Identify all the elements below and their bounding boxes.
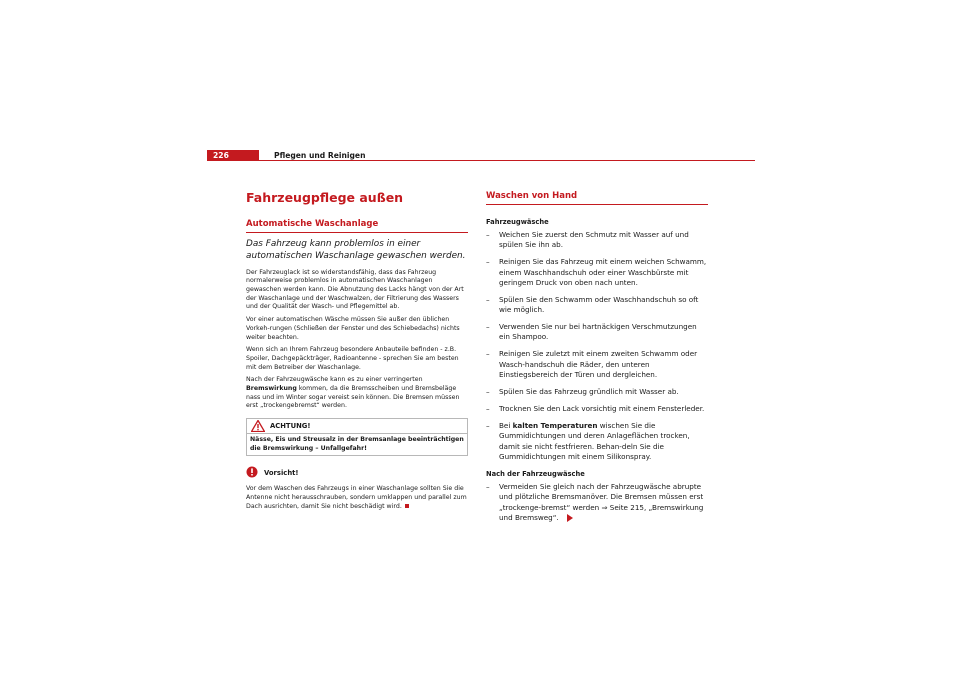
list-item bbox=[486, 482, 708, 523]
step-text-start: Bei bbox=[499, 420, 513, 430]
dash: – bbox=[486, 420, 490, 430]
dash: – bbox=[486, 230, 490, 239]
section-rule bbox=[246, 232, 468, 233]
continue-arrow-icon bbox=[567, 514, 573, 522]
right-column bbox=[486, 190, 708, 530]
step-text: Weichen Sie zuerst den Schmutz mit Wasser auf und spülen Sie ihn ab. bbox=[499, 230, 689, 250]
end-of-section-icon bbox=[405, 504, 409, 508]
paragraph-4-end: kommen, da die Bremsscheiben und Bremsbeläge nass und im Winter sogar vereist sein können. Die Bremsen müssen erst „trockengebremst“ werden. bbox=[246, 385, 460, 410]
note-header bbox=[246, 463, 468, 482]
dash: – bbox=[486, 294, 490, 304]
section-heading-hand: Waschen von Hand bbox=[486, 191, 578, 201]
paragraph-4 bbox=[246, 376, 468, 411]
paragraph-2: Vor einer automatischen Wäsche müssen Sie außer den üblichen Vorkeh-rungen (Schließen der Fenster und des Schiebedachs) nichts weiter beachten. bbox=[246, 316, 460, 341]
dash: – bbox=[486, 387, 490, 396]
list-item bbox=[486, 421, 708, 462]
step-text: Verwenden Sie nur bei hartnäckigen Verschmutzungen ein Shampoo. bbox=[499, 322, 697, 342]
chapter-title: Pflegen und Reinigen bbox=[274, 151, 366, 160]
list-item bbox=[486, 322, 708, 343]
page-number: 226 bbox=[213, 151, 229, 160]
section-rule-right bbox=[486, 204, 708, 205]
step-text-end: wischen Sie die Gummidichtungen und deren Anlageflächen trocken, damit sie nicht festfrieren. Behan-deln Sie die Gummidichtungen mit einem Silikonspray. bbox=[499, 420, 690, 461]
dash: – bbox=[486, 403, 490, 413]
page-number-badge bbox=[207, 150, 259, 161]
main-heading: Fahrzeugpflege außen bbox=[246, 190, 404, 205]
dash: – bbox=[486, 322, 490, 332]
step-text: Reinigen Sie das Fahrzeug mit einem weichen Schwamm, einem Waschhandschuh oder einer Waschbürste mit geringem Druck von oben nach unten. bbox=[499, 257, 707, 287]
step-text: Trocknen Sie den Lack vorsichtig mit einem Fensterleder. bbox=[499, 403, 705, 413]
note-title: Vorsicht! bbox=[264, 468, 299, 477]
subheading-fahrzeugwaesche: Fahrzeugwäsche bbox=[486, 218, 549, 226]
paragraph-4-start: Nach der Fahrzeugwäsche kann es zu einer verringerten bbox=[246, 376, 423, 384]
note-text bbox=[246, 485, 468, 511]
list-item bbox=[486, 257, 708, 288]
warning-header bbox=[247, 419, 467, 434]
intro-text: Das Fahrzeug kann problemlos in einer automatischen Waschanlage gewaschen werden. bbox=[246, 239, 466, 261]
steps-list bbox=[486, 230, 708, 462]
section-heading-waschanlage: Automatische Waschanlage bbox=[246, 219, 379, 229]
note-text-content: Vor dem Waschen des Fahrzeugs in einer Waschanlage sollten Sie die Antenne nicht herausschrauben, sondern umklappen und parallel zum Dach ausrichten, damit Sie nicht beschädigt wird. bbox=[246, 485, 467, 510]
caution-icon bbox=[246, 463, 258, 482]
step-text: Reinigen Sie zuletzt mit einem zweiten Schwamm oder Wasch-handschuh die Räder, den unteren Einstiegsbereich der Türen und dergleichen. bbox=[499, 349, 698, 380]
list-item bbox=[486, 295, 708, 316]
step-text: Spülen Sie das Fahrzeug gründlich mit Wasser ab. bbox=[499, 387, 679, 396]
list-item bbox=[486, 230, 708, 251]
paragraph-4-bold: Bremswirkung bbox=[246, 385, 297, 393]
list-item bbox=[486, 349, 708, 380]
left-column bbox=[246, 190, 468, 511]
step-text-bold: kalten Temperaturen bbox=[512, 420, 598, 430]
dash: – bbox=[486, 482, 490, 492]
steps-list-2 bbox=[486, 482, 708, 523]
list-item bbox=[486, 387, 708, 397]
subheading-nach-der-waesche: Nach der Fahrzeugwäsche bbox=[486, 470, 585, 479]
paragraph-1: Der Fahrzeuglack ist so widerstandsfähig, dass das Fahrzeug normalerweise problemlos in automatischen Waschanlagen gewaschen werden kann. Die Abnutzung des Lacks hängt von der Art der Waschanlage und der Waschwalzen, der Filtrierung des Wassers und der Qualität der Wasch- und Pflegemittel ab. bbox=[246, 268, 464, 311]
page-reference-link[interactable]: Vermeiden Sie gleich nach der Fahrzeugwäsche abrupte und plötzliche Bremsmanöver. Die Bremsen müssen erst „trockenge-bremst“ werden ⇒ Seite 215, „Bremswirkung und Bremsweg“. bbox=[499, 482, 704, 523]
warning-title: ACHTUNG! bbox=[270, 422, 311, 431]
dash: – bbox=[486, 257, 490, 267]
step-text: Spülen Sie den Schwamm oder Waschhandschuh so oft wie möglich. bbox=[499, 294, 699, 315]
warning-text: Nässe, Eis und Streusalz in der Bremsanlage beeinträchtigen die Bremswirkung – Unfallgefahr! bbox=[250, 436, 464, 452]
warning-triangle-icon bbox=[251, 417, 265, 436]
dash: – bbox=[486, 349, 490, 359]
header-rule bbox=[259, 160, 755, 161]
warning-box bbox=[246, 418, 468, 456]
list-item bbox=[486, 404, 708, 414]
paragraph-3: Wenn sich an Ihrem Fahrzeug besondere Anbauteile befinden - z.B. Spoiler, Dachgepäckträger, Radioantenne - sprechen Sie am besten mit dem Betreiber der Waschanlage. bbox=[246, 346, 459, 371]
